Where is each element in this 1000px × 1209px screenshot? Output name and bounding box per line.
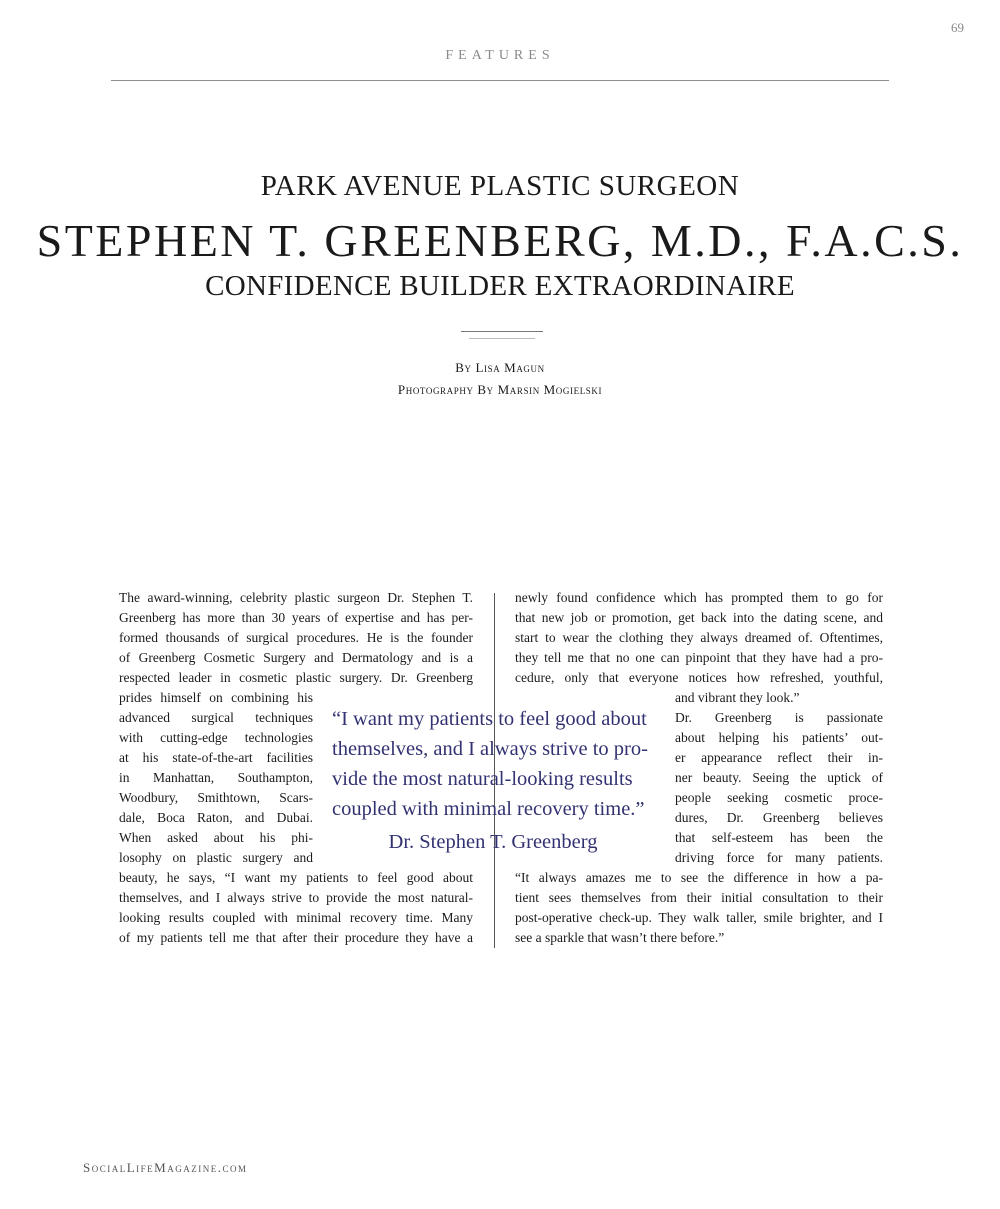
body-text-line: about helping his patients’ out-: [675, 730, 883, 745]
body-text-line: “It always amazes me to see the difference in how a pa-: [515, 870, 883, 885]
body-text-line: respected leader in cosmetic plastic surgery. Dr. Greenberg: [119, 670, 473, 685]
article-headline: STEPHEN T. GREENBERG, M.D., F.A.C.S.: [36, 215, 964, 266]
body-text-line: post-operative check-up. They walk taller, smile brighter, and I: [515, 910, 883, 925]
body-text-line: that new job or promotion, get back into the dating scene, and: [515, 610, 883, 625]
body-text-line: dale, Boca Raton, and Dubai.: [119, 810, 313, 825]
photo-credit: Photography By Marsin Mogielski: [397, 382, 603, 397]
body-text-line: formed thousands of surgical procedures. He is the founder: [119, 630, 473, 645]
body-text-line: Dr. Greenberg is passionate: [675, 710, 883, 725]
section-label: FEATURES: [445, 48, 555, 63]
body-text-line: driving force for many patients.: [675, 850, 883, 865]
body-text-line: and vibrant they look.”: [675, 690, 800, 705]
article-kicker: PARK AVENUE PLASTIC SURGEON: [260, 170, 740, 202]
body-text-line: The award-winning, celebrity plastic surgeon Dr. Stephen T.: [119, 590, 473, 605]
body-text-line: prides himself on combining his: [119, 690, 313, 705]
pull-quote-attribution: Dr. Stephen T. Greenberg: [388, 831, 598, 853]
body-text-line: looking results coupled with minimal recovery time. Many: [119, 910, 473, 925]
pull-quote-line: vide the most natural-looking results: [332, 768, 633, 790]
pull-quote-line: themselves, and I always strive to pro-: [332, 738, 648, 760]
body-text-line: When asked about his phi-: [119, 830, 313, 845]
header-rule: [111, 80, 889, 81]
body-text-line: they tell me that no one can pinpoint that they have had a pro-: [515, 650, 883, 665]
body-text-line: of Greenberg Cosmetic Surgery and Dermatology and is a: [119, 650, 473, 665]
body-text-line: cedure, only that everyone notices how refreshed, youthful,: [515, 670, 883, 685]
body-text-line: at his state-of-the-art facilities: [119, 750, 313, 765]
body-text-line: tient sees themselves from their initial consultation to their: [515, 890, 883, 905]
body-text-line: er appearance reflect their in-: [675, 750, 883, 765]
body-text-line: in Manhattan, Southampton,: [119, 770, 313, 785]
byline: By Lisa Magun: [455, 360, 545, 375]
body-text-line: advanced surgical techniques: [119, 710, 313, 725]
body-text-line: Greenberg has more than 30 years of expertise and has per-: [119, 610, 473, 625]
body-text-line: losophy on plastic surgery and: [119, 850, 313, 865]
article-subhead: CONFIDENCE BUILDER EXTRAORDINAIRE: [205, 270, 795, 302]
body-text-line: with cutting-edge technologies: [119, 730, 313, 745]
pull-quote: [332, 704, 654, 857]
pull-quote-line: “I want my patients to feel good about: [332, 708, 647, 730]
body-text-line: start to wear the clothing they always dreamed of. Oftentimes,: [515, 630, 883, 645]
pull-quote-line: coupled with minimal recovery time.”: [332, 798, 645, 820]
body-text-line: dures, Dr. Greenberg believes: [675, 810, 883, 825]
body-text-line: Woodbury, Smithtown, Scars-: [119, 790, 313, 805]
body-text-line: of my patients tell me that after their procedure they have a: [119, 930, 473, 945]
body-text-line: see a sparkle that wasn’t there before.”: [515, 930, 725, 945]
body-text-line: people seeking cosmetic proce-: [675, 790, 883, 805]
body-text-line: newly found confidence which has prompted them to go for: [515, 590, 883, 605]
body-text-line: beauty, he says, “I want my patients to feel good about: [119, 870, 473, 885]
body-text-line: that self-esteem has been the: [675, 830, 883, 845]
ornament-rule-bottom: [469, 338, 535, 339]
body-text-line: ner beauty. Seeing the uptick of: [675, 770, 883, 785]
ornament-rule-top: [461, 331, 543, 332]
page-number: 69: [951, 20, 964, 35]
footer-website: SocialLifeMagazine.com: [83, 1160, 248, 1175]
body-text-line: themselves, and I always strive to provide the most natural-: [119, 890, 473, 905]
